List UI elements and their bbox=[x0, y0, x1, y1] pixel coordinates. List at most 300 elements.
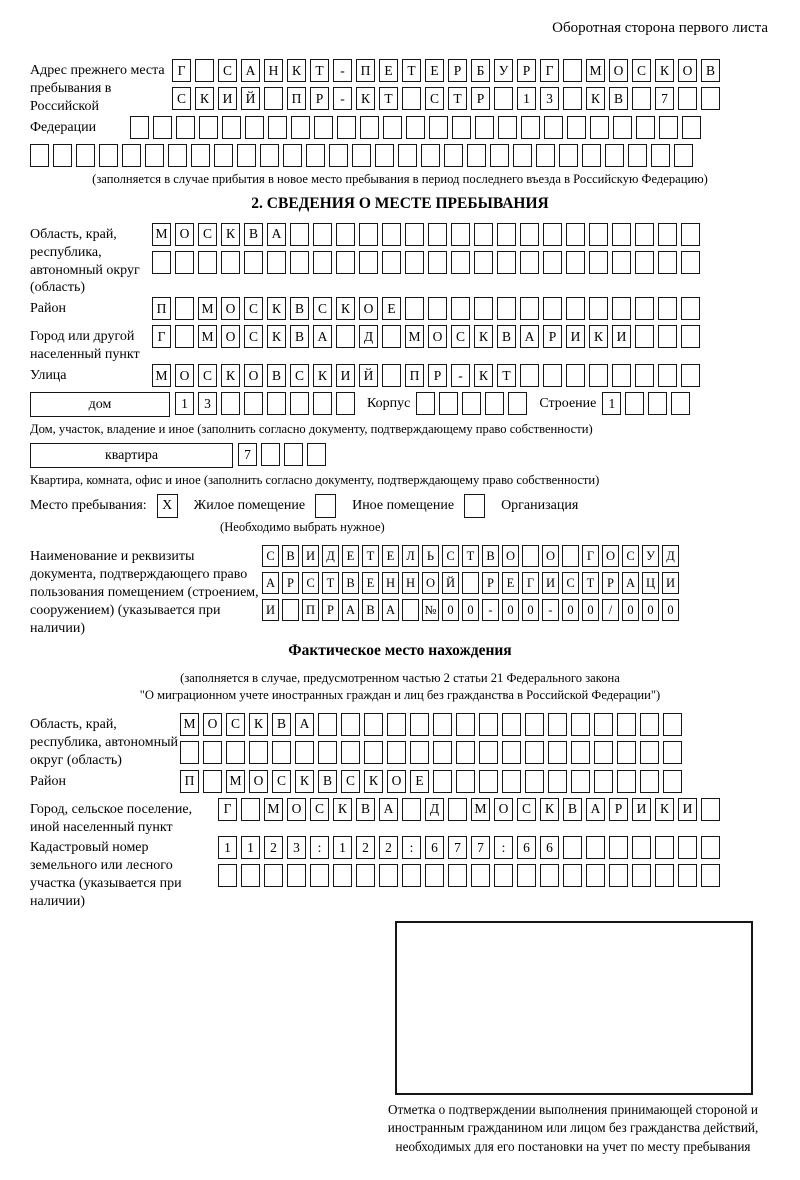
char-cell bbox=[681, 297, 700, 320]
char-cell bbox=[589, 297, 608, 320]
char-cell bbox=[382, 325, 401, 348]
prev-address-label-tail: Федерации bbox=[30, 119, 97, 135]
char-cell bbox=[474, 223, 493, 246]
char-cell: Е bbox=[425, 59, 444, 82]
char-cell: К bbox=[474, 325, 493, 348]
char-cell: К bbox=[356, 87, 375, 110]
prev-address-field bbox=[30, 59, 770, 116]
char-cell: О bbox=[175, 364, 194, 387]
char-cell bbox=[284, 443, 303, 466]
char-cell bbox=[589, 223, 608, 246]
char-cell: 3 bbox=[198, 392, 217, 415]
char-cell: : bbox=[310, 836, 329, 859]
char-cell bbox=[336, 223, 355, 246]
char-cell bbox=[282, 599, 299, 621]
char-cell: Е bbox=[379, 59, 398, 82]
char-cell bbox=[548, 770, 567, 793]
char-cell bbox=[456, 741, 475, 764]
actual-city-field bbox=[30, 798, 770, 837]
char-cell bbox=[655, 864, 674, 887]
char-cell bbox=[462, 392, 481, 415]
char-cell bbox=[678, 864, 697, 887]
char-cell: В bbox=[497, 325, 516, 348]
stroenie-cells bbox=[602, 392, 690, 415]
char-cell bbox=[360, 116, 379, 139]
char-cell: В bbox=[290, 325, 309, 348]
char-cell bbox=[671, 392, 690, 415]
char-cell bbox=[433, 770, 452, 793]
char-cell bbox=[594, 713, 613, 736]
char-cell: В bbox=[362, 599, 379, 621]
char-cell bbox=[494, 87, 513, 110]
char-cell bbox=[306, 144, 325, 167]
char-cell: С bbox=[198, 223, 217, 246]
char-cell: Л bbox=[402, 545, 419, 567]
district-label: Район bbox=[30, 301, 66, 317]
char-cell: М bbox=[586, 59, 605, 82]
char-cell bbox=[471, 864, 490, 887]
char-cell bbox=[571, 770, 590, 793]
char-cell: К bbox=[195, 87, 214, 110]
char-cell: : bbox=[494, 836, 513, 859]
char-cell: Т bbox=[462, 545, 479, 567]
char-cell: Н bbox=[402, 572, 419, 594]
char-cell: О bbox=[502, 545, 519, 567]
char-cell: Й bbox=[442, 572, 459, 594]
char-cell: 0 bbox=[582, 599, 599, 621]
char-cell bbox=[310, 864, 329, 887]
char-cell: 6 bbox=[517, 836, 536, 859]
char-cell bbox=[336, 325, 355, 348]
char-cell bbox=[153, 116, 172, 139]
char-cell bbox=[559, 144, 578, 167]
char-cell: Г bbox=[152, 325, 171, 348]
char-cell: 0 bbox=[442, 599, 459, 621]
char-cell bbox=[428, 223, 447, 246]
char-cell: Н bbox=[264, 59, 283, 82]
char-cell: Е bbox=[410, 770, 429, 793]
char-cell bbox=[566, 364, 585, 387]
confirmation-caption: Отметка о подтверждении выполнения принимающей стороной и иностранным гражданином или лицом без гражданства действий, необходимых для его постановки на учет по месту пребывания bbox=[387, 1102, 759, 1154]
char-cell: Д bbox=[322, 545, 339, 567]
char-cell: В bbox=[318, 770, 337, 793]
char-cell: - bbox=[333, 87, 352, 110]
char-cell bbox=[474, 297, 493, 320]
city-row bbox=[152, 325, 700, 348]
char-cell: Д bbox=[662, 545, 679, 567]
char-cell: Е bbox=[342, 545, 359, 567]
char-cell: : bbox=[402, 836, 421, 859]
char-cell bbox=[563, 87, 582, 110]
char-cell bbox=[571, 713, 590, 736]
option-residential-label: Жилое помещение bbox=[193, 498, 306, 514]
korpus-label: Корпус bbox=[367, 396, 411, 412]
char-cell bbox=[180, 741, 199, 764]
char-cell: 6 bbox=[425, 836, 444, 859]
char-cell bbox=[410, 713, 429, 736]
char-cell: К bbox=[295, 770, 314, 793]
char-cell bbox=[640, 770, 659, 793]
char-cell: 1 bbox=[175, 392, 194, 415]
char-cell bbox=[632, 836, 651, 859]
char-cell: И bbox=[218, 87, 237, 110]
char-cell bbox=[382, 223, 401, 246]
char-cell: О bbox=[387, 770, 406, 793]
actual-region-label: Область, край, республика, автономный округ (область) bbox=[30, 716, 179, 768]
char-cell: Р bbox=[543, 325, 562, 348]
char-cell bbox=[636, 116, 655, 139]
region-rows bbox=[152, 223, 700, 279]
char-cell: - bbox=[451, 364, 470, 387]
char-cell bbox=[681, 325, 700, 348]
char-cell bbox=[613, 116, 632, 139]
char-cell: Р bbox=[482, 572, 499, 594]
option-other-premises-label: Иное помещение bbox=[352, 498, 455, 514]
char-cell bbox=[433, 741, 452, 764]
stay-type-note: (Необходимо выбрать нужное) bbox=[220, 520, 385, 535]
char-cell bbox=[318, 713, 337, 736]
cadastral-rows bbox=[218, 836, 720, 892]
char-cell bbox=[658, 364, 677, 387]
checkbox-residential: X bbox=[157, 494, 178, 518]
char-cell: А bbox=[586, 798, 605, 821]
char-cell bbox=[678, 836, 697, 859]
char-cell: 1 bbox=[241, 836, 260, 859]
char-cell: К bbox=[287, 59, 306, 82]
char-cell bbox=[405, 251, 424, 274]
char-cell bbox=[648, 392, 667, 415]
char-cell: М bbox=[198, 297, 217, 320]
char-cell bbox=[658, 325, 677, 348]
char-cell bbox=[191, 144, 210, 167]
char-cell: К bbox=[267, 297, 286, 320]
char-cell bbox=[359, 251, 378, 274]
char-cell: 1 bbox=[602, 392, 621, 415]
char-cell: 2 bbox=[264, 836, 283, 859]
char-cell: П bbox=[302, 599, 319, 621]
char-cell: В bbox=[272, 713, 291, 736]
char-cell: 3 bbox=[287, 836, 306, 859]
char-cell: С bbox=[622, 545, 639, 567]
char-cell: О bbox=[542, 545, 559, 567]
char-cell bbox=[199, 116, 218, 139]
char-cell: Т bbox=[448, 87, 467, 110]
char-cell: О bbox=[221, 297, 240, 320]
char-cell bbox=[462, 572, 479, 594]
char-cell: Н bbox=[382, 572, 399, 594]
char-cell bbox=[168, 144, 187, 167]
char-cell bbox=[663, 770, 682, 793]
char-cell bbox=[241, 864, 260, 887]
char-cell bbox=[640, 741, 659, 764]
prev-address-caption: (заполняется в случае прибытия в новое место пребывания в период последнего въезда в Российскую Федерацию) bbox=[92, 171, 708, 186]
section2-title: 2. СВЕДЕНИЯ О МЕСТЕ ПРЕБЫВАНИЯ bbox=[251, 194, 549, 212]
char-cell bbox=[544, 116, 563, 139]
char-cell bbox=[594, 741, 613, 764]
city-field bbox=[30, 325, 770, 364]
char-cell: П bbox=[405, 364, 424, 387]
char-cell bbox=[356, 864, 375, 887]
char-cell bbox=[605, 144, 624, 167]
char-cell: В bbox=[701, 59, 720, 82]
char-cell bbox=[198, 251, 217, 274]
document-label: Наименование и реквизиты документа, подтверждающего право пользования помещением (строением, сооружением) (указывается при наличии) bbox=[30, 549, 259, 636]
char-cell bbox=[543, 223, 562, 246]
char-cell bbox=[260, 144, 279, 167]
char-cell: 2 bbox=[379, 836, 398, 859]
char-cell: А bbox=[622, 572, 639, 594]
char-cell bbox=[674, 144, 693, 167]
char-cell bbox=[474, 251, 493, 274]
apartment-cells bbox=[238, 443, 326, 466]
confirmation-stamp-box bbox=[395, 921, 753, 1095]
char-cell bbox=[586, 836, 605, 859]
apartment-field bbox=[30, 443, 770, 471]
char-cell: О bbox=[249, 770, 268, 793]
char-cell bbox=[379, 864, 398, 887]
char-cell bbox=[398, 144, 417, 167]
char-cell bbox=[402, 599, 419, 621]
char-cell: 0 bbox=[562, 599, 579, 621]
char-cell: 1 bbox=[333, 836, 352, 859]
char-cell: С bbox=[310, 798, 329, 821]
char-cell: И bbox=[612, 325, 631, 348]
char-cell bbox=[617, 770, 636, 793]
char-cell bbox=[416, 392, 435, 415]
char-cell: М bbox=[180, 713, 199, 736]
char-cell bbox=[497, 223, 516, 246]
char-cell: № bbox=[422, 599, 439, 621]
char-cell bbox=[609, 864, 628, 887]
street-label: Улица bbox=[30, 368, 67, 384]
char-cell: О bbox=[175, 223, 194, 246]
char-cell bbox=[245, 116, 264, 139]
char-cell bbox=[241, 798, 260, 821]
char-cell: 7 bbox=[471, 836, 490, 859]
region-row-1 bbox=[152, 223, 700, 246]
char-cell bbox=[313, 392, 332, 415]
apartment-type-box: квартира bbox=[30, 443, 233, 468]
char-cell: / bbox=[602, 599, 619, 621]
char-cell: С bbox=[262, 545, 279, 567]
char-cell bbox=[658, 251, 677, 274]
city-label: Город или другой населенный пункт bbox=[30, 329, 140, 363]
char-cell: В bbox=[356, 798, 375, 821]
char-cell: 0 bbox=[622, 599, 639, 621]
char-cell bbox=[130, 116, 149, 139]
char-cell: У bbox=[642, 545, 659, 567]
char-cell: П bbox=[152, 297, 171, 320]
char-cell bbox=[485, 392, 504, 415]
char-cell: 0 bbox=[502, 599, 519, 621]
char-cell: И bbox=[662, 572, 679, 594]
char-cell bbox=[318, 741, 337, 764]
char-cell bbox=[152, 251, 171, 274]
stay-type-field bbox=[30, 494, 770, 518]
char-cell bbox=[566, 297, 585, 320]
char-cell: В bbox=[609, 87, 628, 110]
char-cell bbox=[429, 116, 448, 139]
document-row-3 bbox=[262, 599, 679, 621]
char-cell: К bbox=[364, 770, 383, 793]
char-cell: С bbox=[172, 87, 191, 110]
char-cell bbox=[218, 864, 237, 887]
char-cell bbox=[99, 144, 118, 167]
char-cell: А bbox=[379, 798, 398, 821]
char-cell bbox=[295, 741, 314, 764]
char-cell bbox=[563, 864, 582, 887]
prev-address-row-2 bbox=[172, 87, 720, 110]
char-cell: В bbox=[267, 364, 286, 387]
char-cell bbox=[264, 864, 283, 887]
char-cell: П bbox=[287, 87, 306, 110]
char-cell bbox=[456, 770, 475, 793]
char-cell bbox=[635, 251, 654, 274]
char-cell: С bbox=[226, 713, 245, 736]
char-cell bbox=[479, 741, 498, 764]
char-cell bbox=[525, 741, 544, 764]
char-cell bbox=[475, 116, 494, 139]
char-cell: Р bbox=[428, 364, 447, 387]
district-field bbox=[30, 297, 770, 325]
char-cell bbox=[333, 864, 352, 887]
cadastral-field bbox=[30, 836, 770, 911]
cadastral-label: Кадастровый номер земельного или лесного участка (указывается при наличии) bbox=[30, 840, 182, 910]
char-cell bbox=[632, 864, 651, 887]
char-cell: У bbox=[494, 59, 513, 82]
char-cell bbox=[451, 223, 470, 246]
char-cell bbox=[30, 144, 49, 167]
char-cell bbox=[425, 864, 444, 887]
house-type-box: дом bbox=[30, 392, 170, 417]
apartment-caption: Квартира, комната, офис и иное (заполнить согласно документу, подтверждающему право собственности) bbox=[30, 473, 600, 488]
char-cell bbox=[663, 713, 682, 736]
char-cell: Р bbox=[310, 87, 329, 110]
char-cell bbox=[244, 251, 263, 274]
char-cell bbox=[313, 251, 332, 274]
char-cell bbox=[658, 297, 677, 320]
char-cell bbox=[428, 297, 447, 320]
char-cell: 1 bbox=[517, 87, 536, 110]
char-cell bbox=[594, 770, 613, 793]
char-cell: М bbox=[405, 325, 424, 348]
char-cell bbox=[175, 325, 194, 348]
char-cell bbox=[290, 223, 309, 246]
char-cell: 2 bbox=[356, 836, 375, 859]
char-cell: С bbox=[244, 325, 263, 348]
char-cell bbox=[543, 251, 562, 274]
actual-location-title: Фактическое место нахождения bbox=[288, 641, 512, 659]
char-cell bbox=[522, 545, 539, 567]
prev-address-row-1 bbox=[172, 59, 720, 82]
char-cell bbox=[612, 297, 631, 320]
char-cell bbox=[701, 798, 720, 821]
char-cell bbox=[76, 144, 95, 167]
char-cell bbox=[508, 392, 527, 415]
char-cell bbox=[635, 297, 654, 320]
char-cell bbox=[221, 251, 240, 274]
char-cell bbox=[268, 116, 287, 139]
char-cell: Р bbox=[602, 572, 619, 594]
prev-address-row-4 bbox=[30, 144, 770, 167]
char-cell bbox=[237, 144, 256, 167]
char-cell bbox=[341, 741, 360, 764]
char-cell: К bbox=[474, 364, 493, 387]
actual-region-rows bbox=[180, 713, 682, 769]
char-cell bbox=[566, 251, 585, 274]
region-field bbox=[30, 223, 770, 298]
char-cell: 7 bbox=[655, 87, 674, 110]
char-cell bbox=[313, 223, 332, 246]
char-cell: С bbox=[244, 297, 263, 320]
char-cell: О bbox=[678, 59, 697, 82]
char-cell: Г bbox=[172, 59, 191, 82]
korpus-cells bbox=[416, 392, 527, 415]
char-cell bbox=[261, 443, 280, 466]
char-cell bbox=[635, 223, 654, 246]
char-cell: - bbox=[542, 599, 559, 621]
document-rows bbox=[262, 545, 679, 626]
char-cell: С bbox=[632, 59, 651, 82]
char-cell bbox=[336, 392, 355, 415]
char-cell bbox=[701, 87, 720, 110]
document-row-2 bbox=[262, 572, 679, 594]
char-cell bbox=[267, 251, 286, 274]
char-cell bbox=[540, 864, 559, 887]
char-cell bbox=[612, 364, 631, 387]
char-cell: Р bbox=[448, 59, 467, 82]
char-cell: С bbox=[313, 297, 332, 320]
char-cell: К bbox=[589, 325, 608, 348]
char-cell bbox=[520, 223, 539, 246]
char-cell bbox=[701, 864, 720, 887]
char-cell bbox=[176, 116, 195, 139]
actual-region-field bbox=[30, 713, 770, 770]
char-cell bbox=[456, 713, 475, 736]
char-cell: - bbox=[333, 59, 352, 82]
char-cell: В bbox=[482, 545, 499, 567]
char-cell: 0 bbox=[662, 599, 679, 621]
char-cell bbox=[681, 251, 700, 274]
char-cell bbox=[543, 364, 562, 387]
char-cell bbox=[490, 144, 509, 167]
char-cell bbox=[467, 144, 486, 167]
char-cell bbox=[383, 116, 402, 139]
char-cell: Е bbox=[382, 297, 401, 320]
char-cell bbox=[195, 59, 214, 82]
char-cell bbox=[451, 251, 470, 274]
char-cell: М bbox=[152, 223, 171, 246]
char-cell: М bbox=[471, 798, 490, 821]
char-cell bbox=[175, 251, 194, 274]
char-cell: Р bbox=[471, 87, 490, 110]
char-cell: А bbox=[262, 572, 279, 594]
char-cell bbox=[448, 864, 467, 887]
char-cell: М bbox=[152, 364, 171, 387]
char-cell bbox=[548, 713, 567, 736]
char-cell: А bbox=[241, 59, 260, 82]
char-cell bbox=[609, 836, 628, 859]
char-cell bbox=[628, 144, 647, 167]
char-cell bbox=[543, 297, 562, 320]
cadastral-row-2 bbox=[218, 864, 720, 887]
char-cell: С bbox=[562, 572, 579, 594]
char-cell bbox=[502, 741, 521, 764]
char-cell bbox=[448, 798, 467, 821]
char-cell: С bbox=[272, 770, 291, 793]
char-cell bbox=[264, 87, 283, 110]
char-cell bbox=[625, 392, 644, 415]
